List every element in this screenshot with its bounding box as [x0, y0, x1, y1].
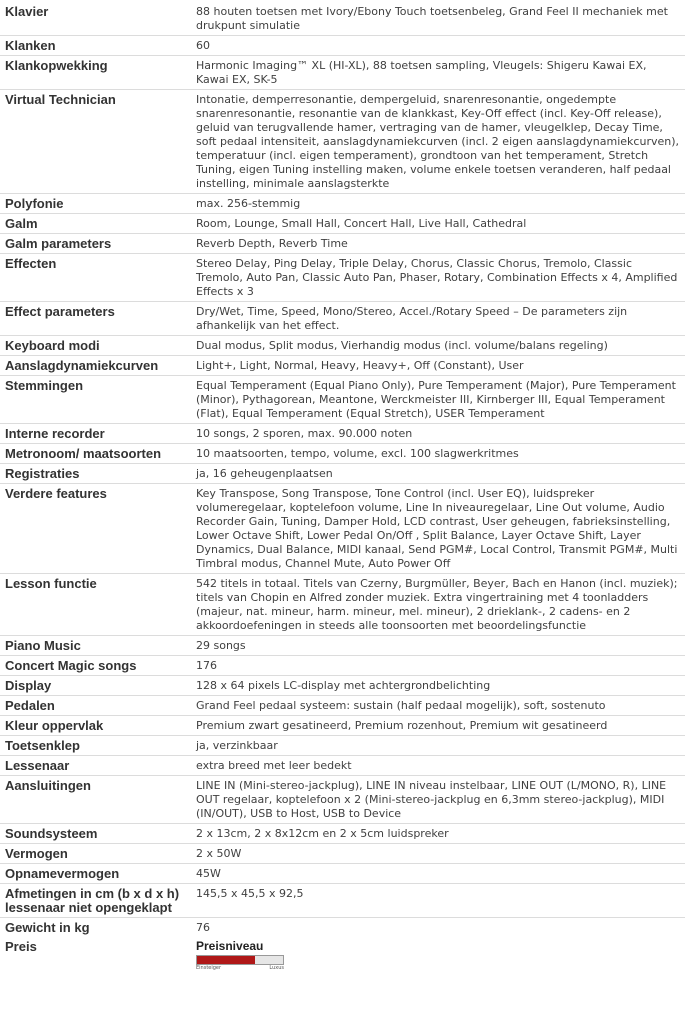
spec-label: Klavier	[5, 4, 49, 19]
spec-label: Concert Magic songs	[0, 656, 196, 676]
spec-row	[0, 918, 685, 938]
spec-label: Soundsysteem	[0, 824, 196, 844]
spec-label: Display	[0, 676, 196, 696]
spec-label: Klankopwekking	[0, 56, 196, 90]
spec-value: 10 songs, 2 sporen, max. 90.000 noten	[196, 424, 685, 444]
spec-value: Dry/Wet, Time, Speed, Mono/Stereo, Accel./Rotary Speed – De parameters zijn afhankelijk van het effect.	[196, 302, 685, 336]
spec-row	[0, 776, 685, 824]
spec-row	[0, 574, 685, 636]
spec-label: Opnamevermogen	[0, 864, 196, 884]
spec-row	[0, 376, 685, 424]
spec-label: Preis	[5, 939, 37, 954]
spec-value: Intonatie, demperresonantie, dempergeluid, snarenresonantie, ongedempte snarenresonantie, resonantie van de klankkast, Key-Off effect (incl. Key-Off release), geluid van terugvallende hamer, vertraging van de hamer, vleugelklep, Decay Time, soft pedaal intensiteit, aanslagdynamiekcurven (incl. 2 eigen aanslagdynamiekcurven), temperatuur (incl. eigen temperament), grondtoon van het temperament, Stretch Tuning, eigen Tuning instelling maken, volume enkele toetsen veranderen, half pedaal instelling, minimale aanslagsterkte	[196, 90, 685, 194]
spec-row	[0, 884, 685, 918]
spec-label: Stemmingen	[0, 376, 196, 424]
spec-value: max. 256-stemmig	[196, 194, 685, 214]
spec-row	[0, 636, 685, 656]
spec-row	[0, 90, 685, 194]
spec-row	[0, 444, 685, 464]
spec-label: Metronoom/ maatsoorten	[0, 444, 196, 464]
spec-value: 542 titels in totaal. Titels van Czerny, Burgmüller, Beyer, Bach en Hanon (incl. muziek); titels van Chopin en Alfred zonder muziek. Extra vingertraining met 4 toonladders (majeur, nat. mineur, harm. mineur, mel. mineur), 2 drieklank-, 2 cadens- en 2 akkoordoefeningen in steeds alle toonsoorten met beoordelingsfunctie	[196, 574, 685, 636]
spec-value: Harmonic Imaging™ XL (HI-XL), 88 toetsen sampling, Vleugels: Shigeru Kawai EX, Kawai EX, SK-5	[196, 56, 685, 90]
spec-label: Virtual Technician	[0, 90, 196, 194]
spec-row	[0, 824, 685, 844]
spec-row-price	[0, 937, 685, 974]
spec-label: Gewicht in kg	[0, 918, 196, 938]
spec-value: Grand Feel pedaal systeem: sustain (half pedaal mogelijk), soft, sostenuto	[196, 696, 685, 716]
spec-label: Registraties	[0, 464, 196, 484]
spec-value: 29 songs	[196, 636, 685, 656]
spec-row	[0, 656, 685, 676]
spec-label: Klanken	[0, 36, 196, 56]
spec-value: 10 maatsoorten, tempo, volume, excl. 100 slagwerkritmes	[196, 444, 685, 464]
spec-value: 176	[196, 656, 685, 676]
spec-label: Lessenaar	[0, 756, 196, 776]
spec-label: Kleur oppervlak	[0, 716, 196, 736]
spec-value: 2 x 50W	[196, 844, 685, 864]
spec-row	[0, 2, 685, 36]
spec-label: Polyfonie	[0, 194, 196, 214]
spec-row	[0, 756, 685, 776]
spec-value: 145,5 x 45,5 x 92,5	[196, 884, 685, 918]
price-level-scale	[196, 965, 284, 972]
spec-table-body	[0, 2, 685, 937]
spec-value: Key Transpose, Song Transpose, Tone Control (incl. User EQ), luidspreker volumeregelaar, koptelefoon volume, Line In niveauregelaar, Line Out volume, Audio Recorder Gain, Tuning, Damper Hold, LCD contrast, User geheugen, fabrieksinstelling, Lower Octave Shift, Lower Pedal On/Off , Split Balance, Layer Octave Shift, Layer Dynamics, Dual Balance, MIDI kanaal, Send PGM#, Local Control, Transmit PGM#, Multi Timbral modus, Channel Mute, Auto Power Off	[196, 484, 685, 574]
spec-value: Reverb Depth, Reverb Time	[196, 234, 685, 254]
spec-row	[0, 194, 685, 214]
spec-value: Room, Lounge, Small Hall, Concert Hall, Live Hall, Cathedral	[196, 214, 685, 234]
spec-row	[0, 336, 685, 356]
spec-row	[0, 844, 685, 864]
spec-value: 2 x 13cm, 2 x 8x12cm en 2 x 5cm luidspreker	[196, 824, 685, 844]
price-cell	[196, 937, 685, 974]
spec-value: Premium zwart gesatineerd, Premium rozenhout, Premium wit gesatineerd	[196, 716, 685, 736]
spec-row	[0, 36, 685, 56]
spec-label: Pedalen	[0, 696, 196, 716]
spec-label: Afmetingen in cm (b x d x h) lessenaar niet opengeklapt	[0, 884, 196, 918]
spec-label: Piano Music	[0, 636, 196, 656]
price-section	[0, 937, 685, 974]
price-level-bar	[196, 955, 284, 965]
spec-value: extra breed met leer bedekt	[196, 756, 685, 776]
spec-row	[0, 56, 685, 90]
spec-value: 76	[196, 918, 685, 938]
spec-value: 128 x 64 pixels LC-display met achtergrondbelichting	[196, 676, 685, 696]
spec-row	[0, 484, 685, 574]
spec-label: Aanslagdynamiekcurven	[0, 356, 196, 376]
spec-row	[0, 716, 685, 736]
spec-value: ja, verzinkbaar	[196, 736, 685, 756]
spec-label: Keyboard modi	[0, 336, 196, 356]
spec-row	[0, 864, 685, 884]
spec-label: Effect parameters	[0, 302, 196, 336]
price-level-widget	[196, 940, 286, 972]
spec-value: LINE IN (Mini-stereo-jackplug), LINE IN niveau instelbaar, LINE OUT (L/MONO, R), LINE OUT regelaar, koptelefoon x 2 (Mini-stereo-jackplug en 6,3mm stereo-jackplug), MIDI (IN/OUT), USB to Host, USB to Device	[196, 776, 685, 824]
spec-row	[0, 356, 685, 376]
price-level-fill	[197, 956, 255, 964]
spec-label: Galm	[0, 214, 196, 234]
spec-value: 88 houten toetsen met Ivory/Ebony Touch toetsenbeleg, Grand Feel II mechaniek met drukpunt simulatie	[196, 5, 668, 32]
spec-row	[0, 424, 685, 444]
price-level-title: Preisniveau	[196, 939, 264, 953]
spec-value: Dual modus, Split modus, Vierhandig modus (incl. volume/balans regeling)	[196, 336, 685, 356]
price-scale-high: Luxus	[269, 965, 284, 971]
spec-label: Interne recorder	[0, 424, 196, 444]
spec-row	[0, 214, 685, 234]
spec-label: Toetsenklep	[0, 736, 196, 756]
spec-value: Light+, Light, Normal, Heavy, Heavy+, Off (Constant), User	[196, 356, 685, 376]
spec-value: 45W	[196, 864, 685, 884]
spec-value: Stereo Delay, Ping Delay, Triple Delay, Chorus, Classic Chorus, Tremolo, Classic Tremolo, Auto Pan, Classic Auto Pan, Phaser, Rotary, Combination Effects x 4, Amplified Effects x 3	[196, 254, 685, 302]
spec-row	[0, 234, 685, 254]
spec-row	[0, 696, 685, 716]
spec-label: Lesson functie	[0, 574, 196, 636]
spec-label: Aansluitingen	[0, 776, 196, 824]
spec-label: Vermogen	[0, 844, 196, 864]
spec-value: 60	[196, 36, 685, 56]
spec-row	[0, 254, 685, 302]
price-scale-low: Einsteiger	[196, 965, 222, 971]
spec-label: Effecten	[0, 254, 196, 302]
spec-row	[0, 464, 685, 484]
spec-value: ja, 16 geheugenplaatsen	[196, 464, 685, 484]
spec-label: Verdere features	[0, 484, 196, 574]
spec-row	[0, 302, 685, 336]
spec-label: Galm parameters	[0, 234, 196, 254]
spec-table	[0, 2, 685, 974]
spec-row	[0, 676, 685, 696]
spec-value: Equal Temperament (Equal Piano Only), Pure Temperament (Major), Pure Temperament (Minor), Pythagorean, Meantone, Werckmeister III, Kirnberger III, Equal Temperament (Flat), Equal Temperament (Equal Stretch), USER Temperament	[196, 376, 685, 424]
spec-row	[0, 736, 685, 756]
